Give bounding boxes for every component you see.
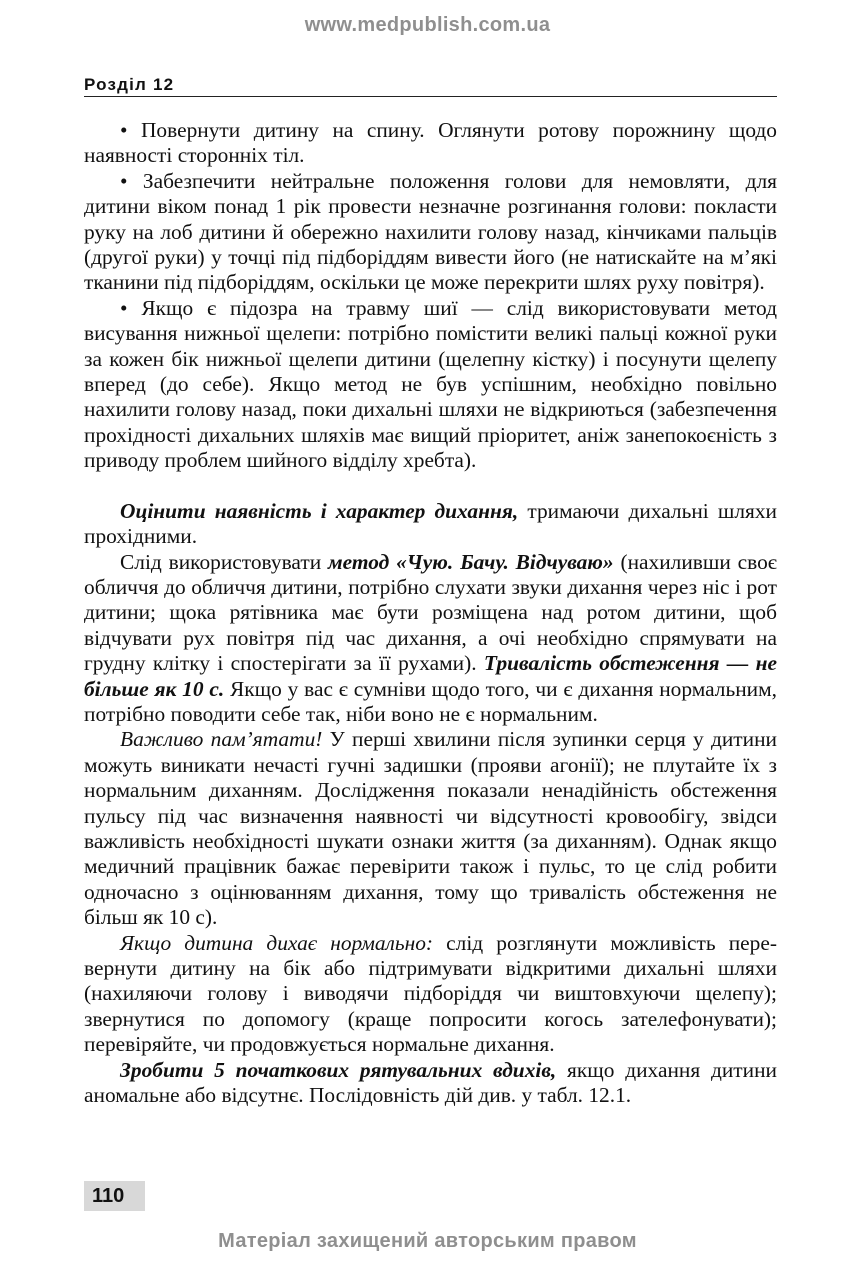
paragraph-important (84, 727, 777, 930)
copyright-notice: Матеріал захищений авторським правом (218, 1230, 637, 1252)
paragraph-breathing-assessment (84, 499, 777, 550)
method-text-c: Якщо у вас є сумніви щодо того, чи є дихання нормальним, потрібно поводити себе так, ніби воно не є нормальним. (84, 676, 777, 726)
normal-breathing-text: слід розглянути можливість перевернути дитину на бік або підтримувати відкритими дихальні шляхи (нахиляючи голову і виводячи підборіддя чи виштовхуючи щелепу); звернутися по допомогу (краще попросити когось зателефонувати); перевіряйте, чи продовжується нормальне дихання. (84, 930, 777, 1057)
breathing-assessment-text: тримаючи дихальні шляхи прохідними. (84, 498, 777, 549)
important-lead: Важливо пам’ятати! (120, 727, 323, 752)
paragraph-rescue-breaths (84, 1058, 777, 1109)
site-url: www.medpublish.com.ua (304, 14, 551, 36)
duration-note: Тривалість обстеження — не більше як 10 с. (84, 651, 777, 701)
bullet-3: • Якщо є підозра на травму шиї — слід використовувати метод висування нижньої щелепи: потрібно помістити великі пальці кожної руки за кожен бік нижньої щелепи дитини (щелепну кістку) і посунути щелепу вперед (до себе). Якщо метод не був успішним, необхідно повільно нахилити голову назад, поки дихальні шляхи не відкриються (забезпечення прохідності дихальних шляхів має вищий пріоритет, аніж занепокоєність з приводу проблем шийного відділу хребта). (84, 295, 777, 473)
header-rule (84, 96, 777, 97)
bullet-1: • Повернути дитину на спину. Оглянути ротову порожнину щодо наявності сторонніх тіл. (84, 118, 777, 168)
page-number: 110 (84, 1181, 145, 1211)
method-text-a: Слід використовувати (120, 549, 329, 574)
method-name: метод «Чую. Бачу. Відчуваю» (328, 549, 614, 574)
paragraph-normal-breathing (84, 931, 777, 1058)
rescue-breaths-text: якщо дихання дитини аномальне або відсутнє. Послідовність дій див. у табл. 12.1. (84, 1057, 777, 1108)
page-body (84, 118, 777, 1108)
method-text-b: (нахиливши своє обличчя до обличчя дитини, потрібно слухати звуки дихання через ніс і рот дитини; щока рятівника має бути розміщена над ротом дитини, щоб відчувати рух повітря під час дихання, а очі необхідно спрямувати на грудну клітку і спостерігати за її рухами). (84, 549, 777, 676)
chapter-heading: Розділ 12 (84, 75, 175, 94)
bullet-2: • Забезпечити нейтральне положення голови для немовляти, для дитини віком понад 1 рік провести незначне розгинання голови: покласти руку на лоб дитини й обережно нахилити голову назад, кінчиками пальців (другої руки) у точці під підборіддям вивести його (не натискайте на м’які тканини під підборіддям, оскільки це може перекрити шлях руху повітря). (84, 168, 777, 295)
normal-breathing-lead: Якщо дитина дихає нормально: (120, 930, 434, 955)
paragraph-method (84, 550, 777, 728)
important-text: У перші хвилини після зупинки серця у дитини можуть виникати нечасті гучні задишки (прояви агонії); не плутайте їх з нормальним диханням. Дослідження показали ненадійність обстеження пульсу під час визначення наявності чи відсутності кровообігу, звідси важливість необхідності шукати ознаки життя (за диханням). Однак якщо медичний працівник бажає перевірити також і пульс, то це слід робити одночасно з оцінюванням дихання, тому що тривалість обстеження не більш як 10 с). (84, 727, 777, 930)
breathing-assessment-heading: Оцінити наявність і характер дихання, (120, 498, 519, 523)
rescue-breaths-heading: Зробити 5 початкових рятувальних вдихів, (120, 1057, 557, 1082)
